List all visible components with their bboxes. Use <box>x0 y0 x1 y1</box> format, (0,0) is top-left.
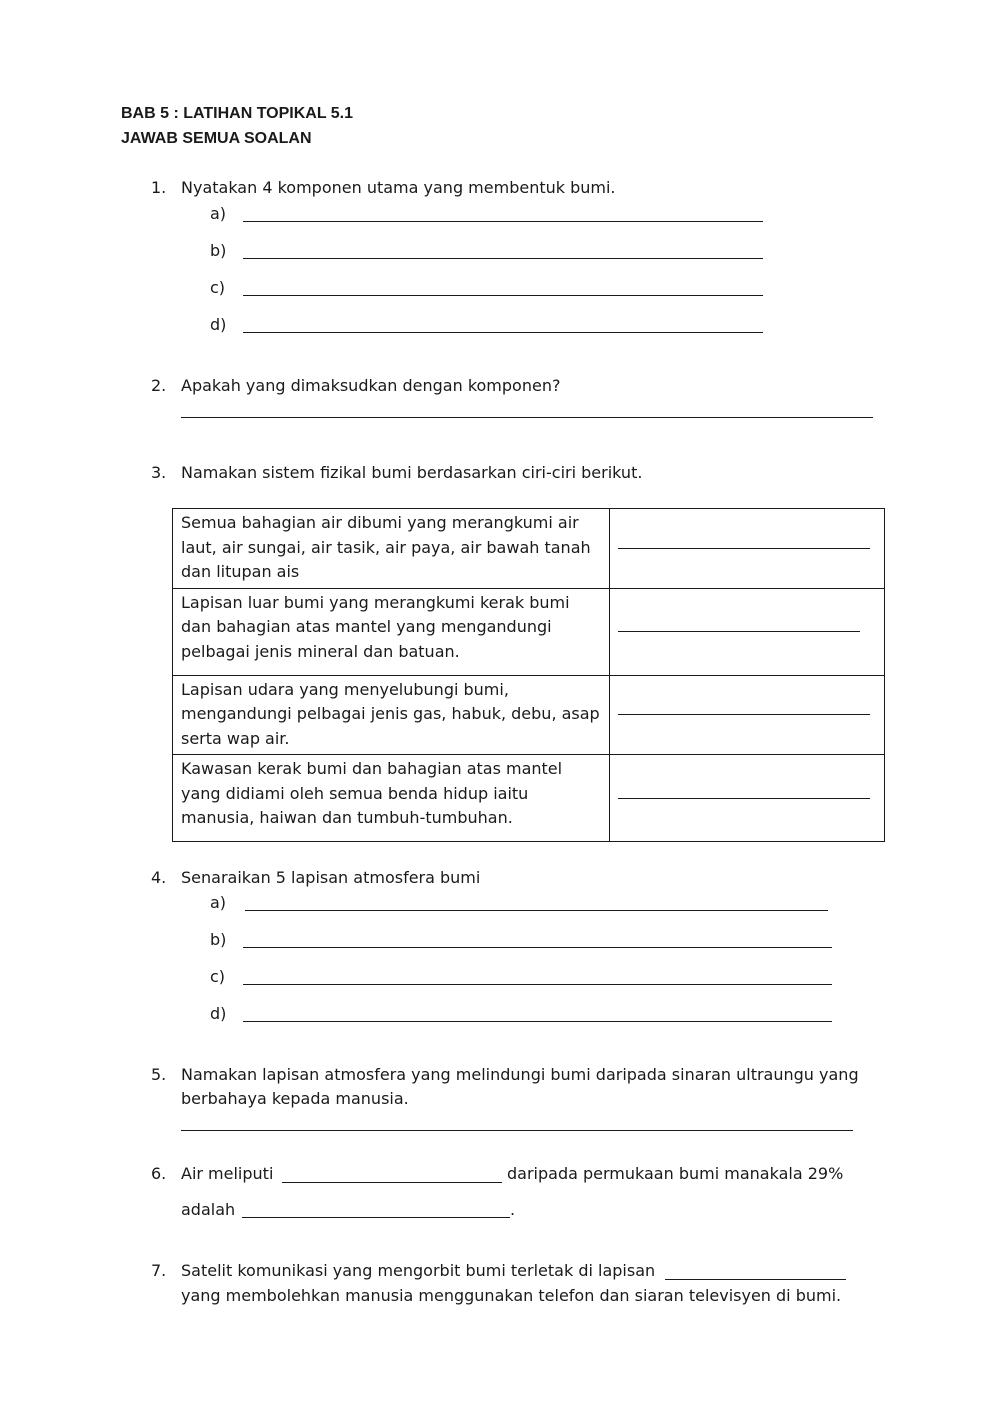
q1-item-label: c) <box>210 278 226 297</box>
worksheet-instruction: JAWAB SEMUA SOALAN <box>121 130 312 147</box>
q3-answer-cell[interactable] <box>610 509 885 589</box>
q3-answer-cell[interactable] <box>610 588 885 675</box>
q3-table <box>172 508 885 842</box>
q6-answer-line-1[interactable] <box>282 1182 502 1183</box>
q3-row <box>173 755 885 842</box>
q1c-answer-line[interactable] <box>243 295 763 296</box>
q1-text: Nyatakan 4 komponen utama yang membentuk bumi. <box>181 178 616 197</box>
q3-number: 3. <box>151 463 167 482</box>
q3-answer-line[interactable] <box>618 631 860 632</box>
q1-item-label: a) <box>210 204 227 223</box>
q5-answer-line[interactable] <box>181 1130 853 1131</box>
q7-text-line1: Satelit komunikasi yang mengorbit bumi terletak di lapisan <box>181 1261 656 1280</box>
q5-text-line1: Namakan lapisan atmosfera yang melindungi bumi daripada sinaran ultraungu yang <box>181 1065 859 1084</box>
q1b-answer-line[interactable] <box>243 258 763 259</box>
q3-answer-line[interactable] <box>618 548 870 549</box>
q3-answer-line[interactable] <box>618 798 870 799</box>
q3-answer-cell[interactable] <box>610 675 885 755</box>
q1-number: 1. <box>151 178 167 197</box>
q4b-answer-line[interactable] <box>243 947 832 948</box>
q1d-answer-line[interactable] <box>243 332 763 333</box>
q3-row <box>173 509 885 589</box>
q6-text-part4: . <box>510 1200 516 1219</box>
q6-text-part1: Air meliputi <box>181 1164 274 1183</box>
q6-text-part3: adalah <box>181 1200 236 1219</box>
q3-row <box>173 675 885 755</box>
q4-text: Senaraikan 5 lapisan atmosfera bumi <box>181 868 481 887</box>
q3-answer-line[interactable] <box>618 714 870 715</box>
q3-row-description: Semua bahagian air dibumi yang merangkumi air laut, air sungai, air tasik, air paya, air bawah tanah dan litupan ais <box>173 509 610 589</box>
q3-text: Namakan sistem fizikal bumi berdasarkan ciri-ciri berikut. <box>181 463 643 482</box>
worksheet-title: BAB 5 : LATIHAN TOPIKAL 5.1 <box>121 105 354 122</box>
q4-item-label: c) <box>210 967 226 986</box>
q7-number: 7. <box>151 1261 167 1280</box>
q7-text-line2: yang membolehkan manusia menggunakan telefon dan siaran televisyen di bumi. <box>181 1286 842 1305</box>
q3-row-description: Lapisan udara yang menyelubungi bumi, mengandungi pelbagai jenis gas, habuk, debu, asap serta wap air. <box>173 675 610 755</box>
q6-number: 6. <box>151 1164 167 1183</box>
q6-answer-line-2[interactable] <box>242 1217 510 1218</box>
q4-item-label: a) <box>210 893 227 912</box>
q3-row-description: Kawasan kerak bumi dan bahagian atas mantel yang didiami oleh semua benda hidup iaitu manusia, haiwan dan tumbuh-tumbuhan. <box>173 755 610 842</box>
q4d-answer-line[interactable] <box>243 1021 832 1022</box>
q4-item-label: d) <box>210 1004 227 1023</box>
q7-answer-line[interactable] <box>665 1279 846 1280</box>
q1a-answer-line[interactable] <box>243 221 763 222</box>
q4c-answer-line[interactable] <box>243 984 832 985</box>
q1-item-label: d) <box>210 315 227 334</box>
q6-text-part2: daripada permukaan bumi manakala 29% <box>507 1164 844 1183</box>
q1-item-label: b) <box>210 241 227 260</box>
q5-text-line2: berbahaya kepada manusia. <box>181 1089 409 1108</box>
q5-number: 5. <box>151 1065 167 1084</box>
q4-item-label: b) <box>210 930 227 949</box>
q2-text: Apakah yang dimaksudkan dengan komponen? <box>181 376 561 395</box>
q2-answer-line[interactable] <box>181 417 873 418</box>
q4a-answer-line[interactable] <box>245 910 828 911</box>
q2-number: 2. <box>151 376 167 395</box>
q3-row-description: Lapisan luar bumi yang merangkumi kerak bumi dan bahagian atas mantel yang mengandungi pelbagai jenis mineral dan batuan. <box>173 588 610 675</box>
q3-row <box>173 588 885 675</box>
q3-answer-cell[interactable] <box>610 755 885 842</box>
q4-number: 4. <box>151 868 167 887</box>
